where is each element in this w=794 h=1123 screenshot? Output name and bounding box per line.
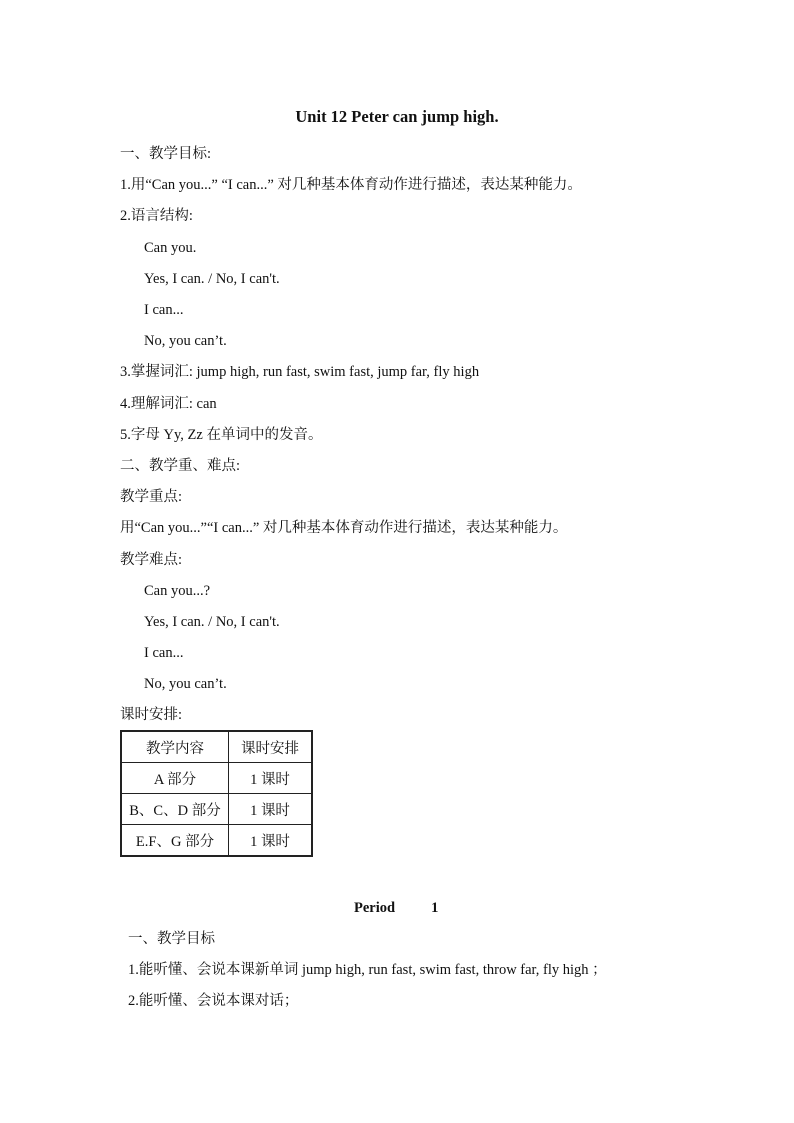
period-number: 1 <box>431 900 439 916</box>
focus-label: 教学重点: <box>120 489 183 505</box>
structure-line: No, you can’t. <box>144 333 227 349</box>
period-objective-item-1: 1.能听懂、会说本课新单词 jump high, run fast, swim fast, throw far, fly high ； <box>128 962 607 978</box>
difficulty-label: 教学难点: <box>120 552 183 568</box>
objective-item-2: 2.语言结构: <box>120 208 193 224</box>
table-row <box>121 763 312 794</box>
table-header-row <box>121 731 312 763</box>
table-cell: 1 课时 <box>229 794 313 825</box>
table-cell: 1 课时 <box>229 825 313 857</box>
period-objectives-heading: 一、教学目标 <box>128 931 215 947</box>
structure-line: Can you. <box>144 240 197 256</box>
difficulty-line: I can... <box>144 645 184 661</box>
period-heading <box>354 898 438 918</box>
table-cell: E.F、G 部分 <box>121 825 229 857</box>
document-title: Unit 12 Peter can jump high. <box>295 107 499 126</box>
table-header-cell: 教学内容 <box>121 731 229 763</box>
table-row <box>121 825 312 857</box>
table-cell: B、C、D 部分 <box>121 794 229 825</box>
schedule-label: 课时安排: <box>120 707 183 723</box>
period-objective-item-2: 2.能听懂、会说本课对话； <box>128 993 299 1009</box>
objective-item-3: 3.掌握词汇: jump high, run fast, swim fast, jump far, fly high <box>120 364 480 380</box>
structure-line: I can... <box>144 302 184 318</box>
table-row <box>121 794 312 825</box>
schedule-table <box>120 730 313 857</box>
objective-item-5: 5.字母 Yy, Zz 在单词中的发音。 <box>120 427 323 443</box>
structure-line: Yes, I can. / No, I can't. <box>144 271 280 287</box>
difficulty-line: Can you...? <box>144 583 211 599</box>
table-header-cell: 课时安排 <box>229 731 313 763</box>
focus-text: 用“Can you...”“I can...” 对几种基本体育动作进行描述，表达某种能力。 <box>120 520 568 536</box>
difficulty-line: Yes, I can. / No, I can't. <box>144 614 280 630</box>
table-cell: A 部分 <box>121 763 229 794</box>
keypoints-heading: 二、教学重、难点: <box>120 458 241 474</box>
objective-item-4: 4.理解词汇: can <box>120 396 217 412</box>
difficulty-line: No, you can’t. <box>144 676 227 692</box>
objectives-heading: 一、教学目标: <box>120 146 212 162</box>
objective-item-1: 1.用“Can you...” “I can...” 对几种基本体育动作进行描述，表达某种能力。 <box>120 177 582 193</box>
period-word: Period <box>354 900 396 916</box>
table-cell: 1 课时 <box>229 763 313 794</box>
